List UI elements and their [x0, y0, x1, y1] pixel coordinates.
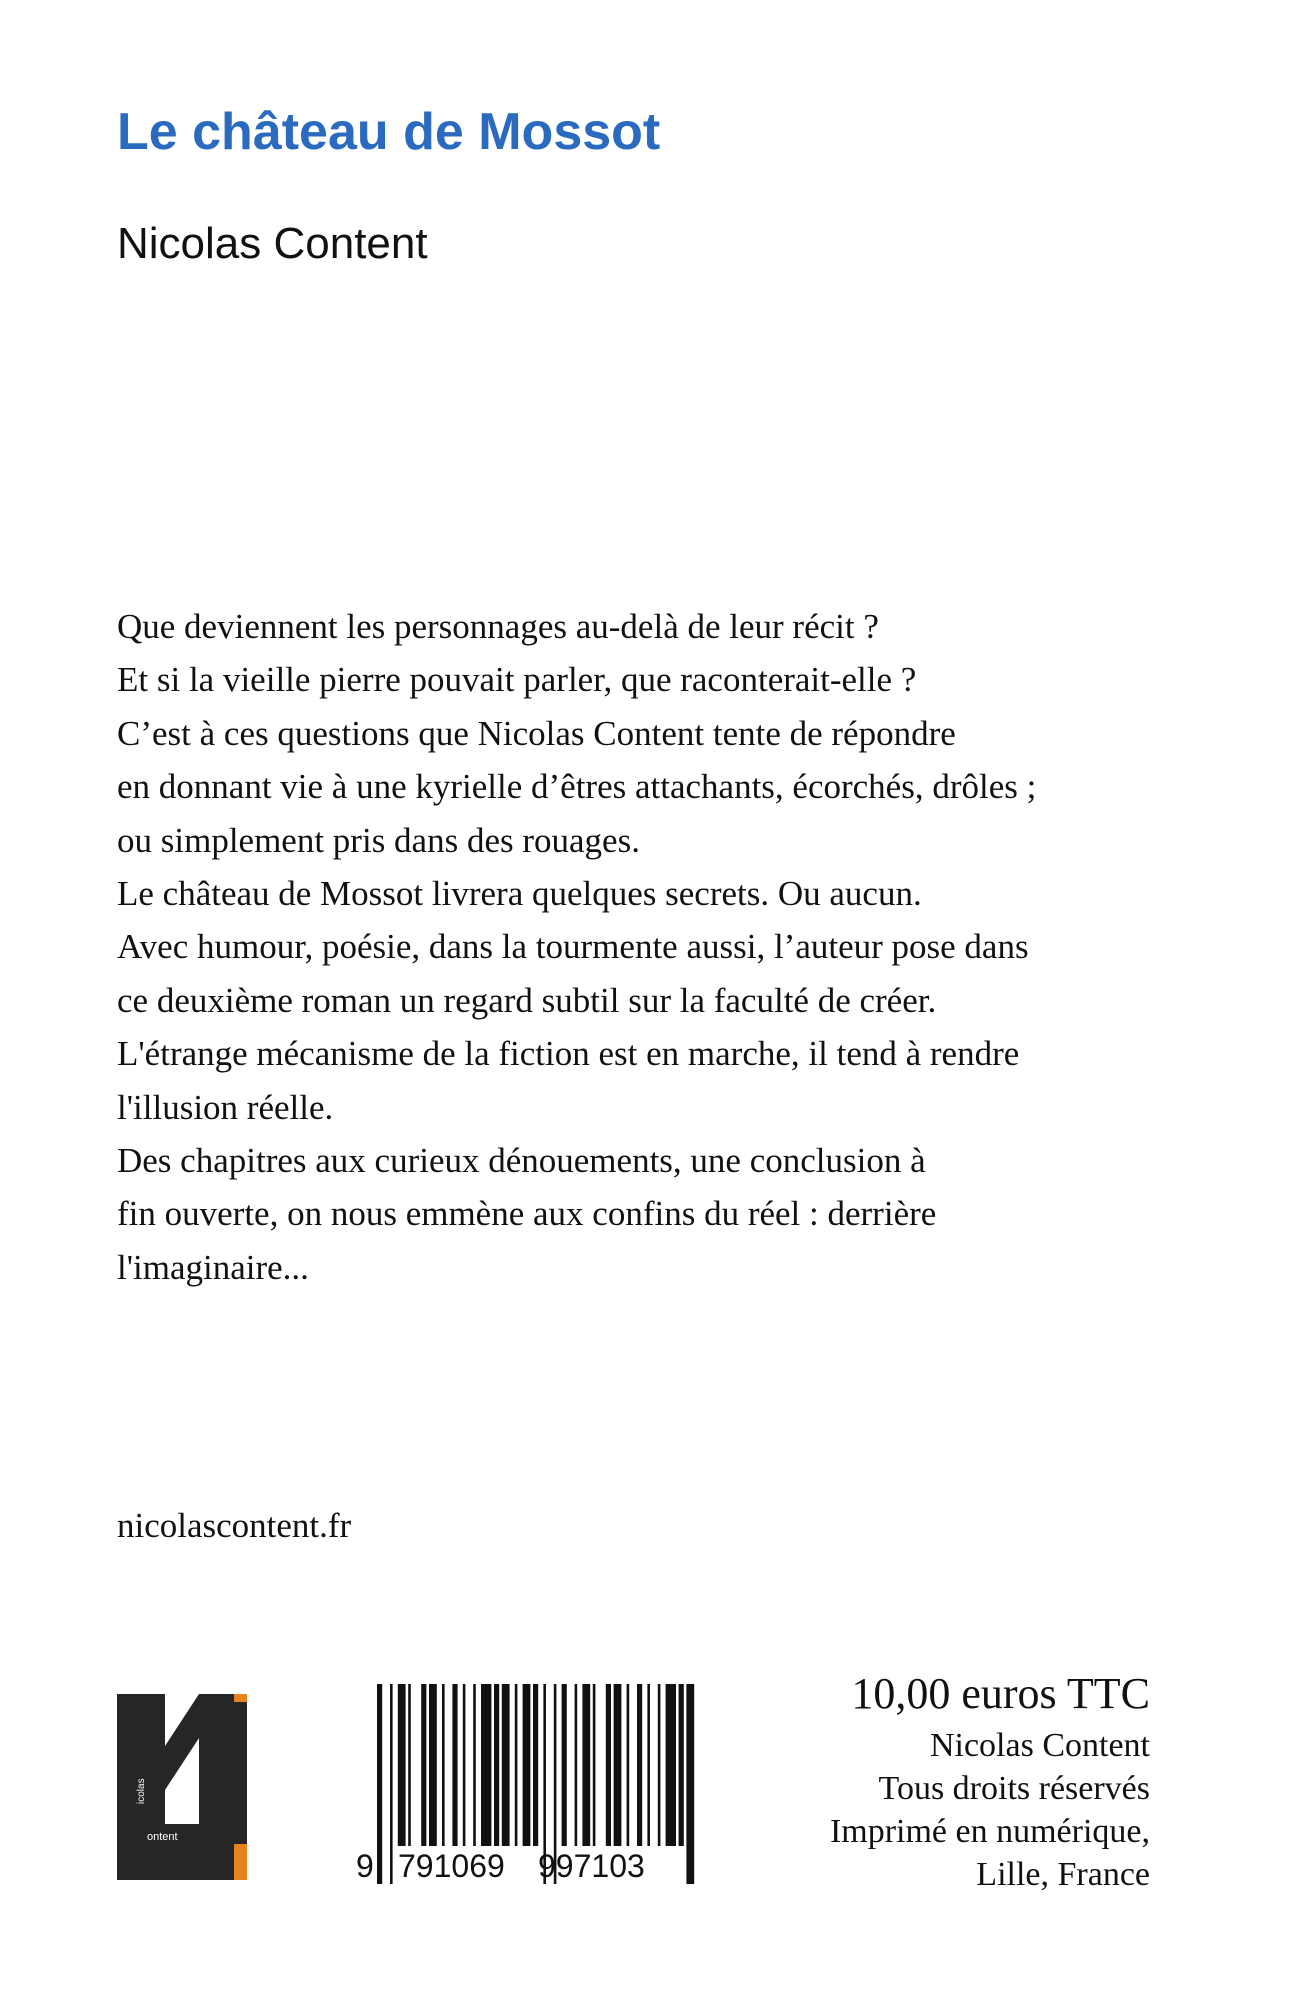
barcode-bar — [377, 1684, 382, 1884]
blurb-line: l'illusion réelle. — [117, 1087, 334, 1127]
barcode-bar — [473, 1684, 476, 1846]
barcode-bar — [523, 1684, 531, 1846]
barcode-bar — [390, 1684, 393, 1884]
back-cover-blurb — [117, 600, 1036, 1294]
blurb-line: Et si la vieille pierre pouvait parler, que raconterait-elle ? — [117, 660, 917, 700]
isbn-barcode — [355, 1684, 695, 1884]
blurb-line: en donnant vie à une kyrielle d’êtres attachants, écorchés, drôles ; — [117, 767, 1037, 807]
barcode-digits-left: 791069 — [398, 1848, 505, 1884]
print-notice: Imprimé en numérique, — [829, 1813, 1150, 1850]
barcode-digits-right: 997103 — [538, 1848, 645, 1884]
blurb-line: L'étrange mécanisme de la fiction est en marche, il tend à rendre — [117, 1034, 1020, 1074]
rights-notice: Tous droits réservés — [878, 1770, 1150, 1807]
barcode-bar — [647, 1684, 650, 1846]
barcode-bar — [637, 1684, 642, 1846]
blurb-line: Que deviennent les personnages au-delà de leur récit ? — [117, 607, 879, 646]
barcode-bar — [442, 1684, 445, 1846]
barcode-bar — [679, 1684, 684, 1846]
barcode-bar — [575, 1684, 578, 1846]
logo-accent-bottom — [234, 1844, 247, 1880]
barcode-bar — [398, 1684, 406, 1846]
barcode-bar — [666, 1684, 676, 1846]
logo-text-bottom: ontent — [147, 1831, 178, 1843]
barcode-bar — [686, 1684, 694, 1884]
barcode-bar — [533, 1684, 538, 1846]
barcode-bar — [582, 1684, 590, 1846]
barcode-bar — [452, 1684, 457, 1846]
blurb-line: fin ouverte, on nous emmène aux confins du réel : derrière — [117, 1194, 937, 1234]
barcode-bar — [606, 1684, 611, 1846]
price: 10,00 euros TTC — [851, 1669, 1150, 1718]
barcode-bar — [429, 1684, 437, 1846]
author-website: nicolascontent.fr — [117, 1506, 352, 1545]
logo-bar-right — [199, 1694, 247, 1844]
logo-diagonal — [165, 1694, 199, 1790]
blurb-line: C’est à ces questions que Nicolas Content tente de répondre — [117, 713, 956, 753]
blurb-line: Le château de Mossot livrera quelques secrets. Ou aucun. — [117, 874, 922, 914]
logo-text-top: icolas — [136, 1778, 147, 1804]
barcode-bar — [627, 1684, 630, 1846]
book-author: Nicolas Content — [117, 219, 428, 268]
barcode-bar — [481, 1684, 491, 1846]
book-title: Le château de Mossot — [117, 103, 661, 161]
logo-accent-top — [234, 1694, 247, 1702]
barcode-bar — [463, 1684, 466, 1846]
barcode-digit-lead: 9 — [356, 1848, 374, 1884]
blurb-line: ce deuxième roman un regard subtil sur la faculté de créer. — [117, 980, 937, 1020]
publisher-name: Nicolas Content — [929, 1727, 1150, 1764]
blurb-line: l'imaginaire... — [117, 1247, 309, 1287]
barcode-bar — [421, 1684, 426, 1846]
blurb-line: ou simplement pris dans des rouages. — [117, 820, 640, 860]
barcode-bar — [562, 1684, 567, 1846]
barcode-bar — [494, 1684, 499, 1846]
print-location: Lille, France — [976, 1856, 1150, 1893]
publisher-logo — [117, 1694, 247, 1880]
barcode-bar — [614, 1684, 622, 1846]
blurb-line: Des chapitres aux curieux dénouements, une conclusion à — [117, 1141, 926, 1181]
barcode-bar — [593, 1684, 596, 1846]
publishing-info — [830, 1664, 1150, 1896]
barcode-bar — [515, 1684, 518, 1846]
barcode-bar — [658, 1684, 661, 1846]
blurb-line: Avec humour, poésie, dans la tourmente aussi, l’auteur pose dans — [117, 927, 1029, 967]
barcode-bar — [408, 1684, 411, 1846]
barcode-bar — [502, 1684, 510, 1846]
